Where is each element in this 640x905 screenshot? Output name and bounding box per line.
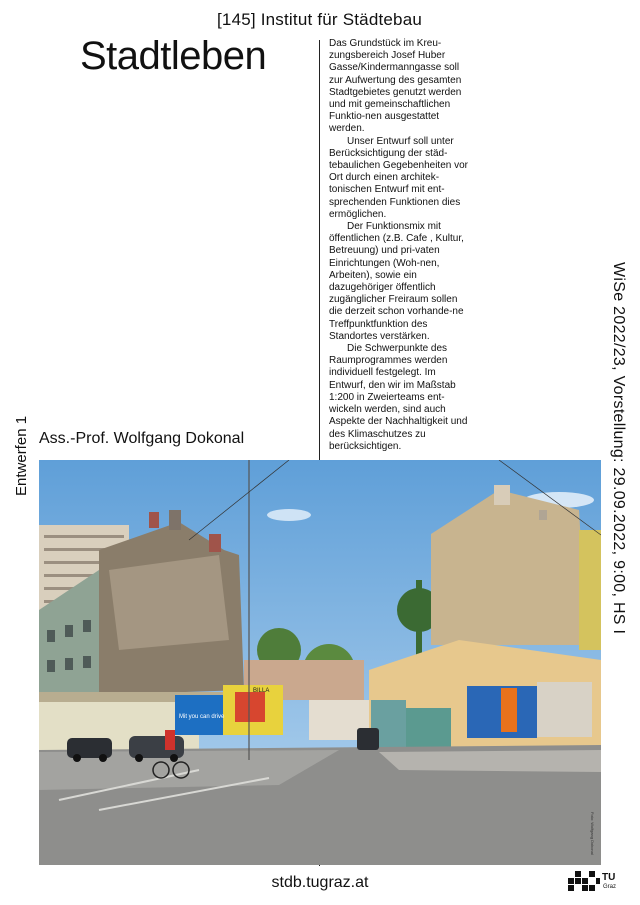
paragraph-4: Die Schwerpunkte des Raumprogrammes werden individuell festgelegt. Im Entwurf, den wir im Maßstab 1:200 in Zweierteams ent-wickeln werden, sind auch Aspekte der Nachhaltigkeit und des Klimaschutzes zu berücksichtigen. [329,343,468,452]
billboard-right-text: BILLA [253,688,270,694]
poster-title: Stadtleben [80,34,267,78]
institute-header: [145] Institut für Städtebau [217,10,423,29]
street-scene-illustration [39,460,601,865]
logo-tu-text: TU [602,872,616,883]
paragraph-1: Das Grundstück im Kreu-zungsbereich Josef Huber Gasse/Kindermanngasse soll zur Aufwertung des gesamten Stadtgebietes genutzt werden und mit gemeinschaftlichen Funktio-nen ausgestattet werden. [329,38,462,135]
photo-credit: Foto: Wolfgang Dokonal [590,812,595,855]
logo-graz-text: Graz [603,884,617,890]
tu-graz-logo [568,870,628,896]
paragraph-3: Der Funktionsmix mit öffentlichen (z.B. Cafe , Kultur, Betreuung) und pri-vaten Einrichtungen (Woh-nen, Arbeiten), sowie ein dazugehöriger öffentlich zugänglicher Freiraum sollen die derzeit schon vorhande-ne Treffpunktfunktion des Standortes verstärken. [329,221,464,342]
paragraph-2: Unser Entwurf soll unter Berücksichtigung der städ-tebaulichen Gegebenheiten vor Ort durch einen architek-tonischen Entwurf mit ent-sprechenden Funktionen dies ermöglichen. [329,135,468,220]
website-link[interactable]: stdb.tugraz.at [271,874,369,891]
description-text [329,38,469,453]
course-label: Entwerfen 1 [13,415,30,496]
street-photo [39,460,601,865]
billboard-left-text: Mit you can drive [179,714,225,720]
professor-name: Ass.-Prof. Wolfgang Dokonal [39,430,245,447]
semester-info: WiSe 2022/23, Vorstellung: 29.09.2022, 9:00, HS I [610,262,627,635]
